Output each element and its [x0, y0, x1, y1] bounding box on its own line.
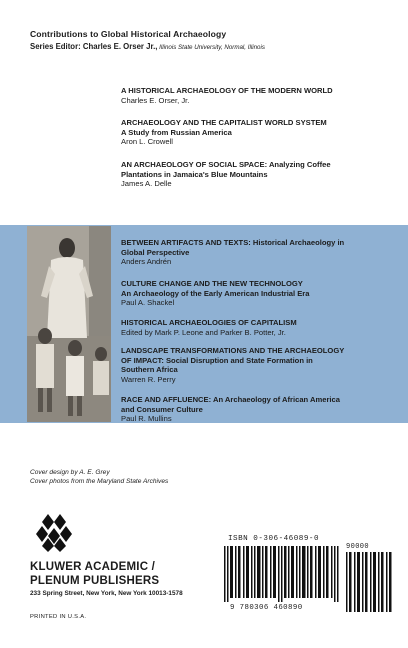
barcode-number: 9 780306 460890	[230, 604, 303, 612]
book-title: HISTORICAL ARCHAEOLOGIES OF CAPITALISM	[121, 318, 297, 327]
book-entry-8	[121, 395, 371, 424]
isbn-label: ISBN 0-306-46089-0	[228, 535, 320, 543]
book-entry-1	[121, 86, 371, 106]
barcode-addon	[346, 552, 392, 612]
series-title: Contributions to Global Historical Archaeology	[30, 29, 227, 39]
cover-photo-figures	[27, 226, 111, 422]
book-entry-3	[121, 160, 371, 189]
book-author: Charles E. Orser, Jr.	[121, 95, 190, 105]
book-entry-7	[121, 346, 371, 385]
book-author: Paul R. Mullins	[121, 414, 172, 424]
book-title: AN ARCHAEOLOGY OF SOCIAL SPACE: Analyzing Coffee Plantations in Jamaica's Blue Mountains	[121, 160, 331, 179]
book-title: A HISTORICAL ARCHAEOLOGY OF THE MODERN WORLD	[121, 86, 333, 95]
kluwer-logo-icon	[34, 512, 74, 552]
cover-credits	[30, 468, 168, 486]
series-editor-name: Series Editor: Charles E. Orser Jr.,	[30, 42, 158, 51]
book-entry-5	[121, 279, 371, 308]
publisher-name-line1: KLUWER ACADEMIC /	[30, 561, 155, 573]
series-editor	[30, 42, 265, 51]
book-title: CULTURE CHANGE AND THE NEW TECHNOLOGY An Archaeology of the Early American Industrial Era	[121, 279, 310, 298]
cover-photo	[27, 226, 111, 422]
publisher-name-line2: PLENUM PUBLISHERS	[30, 574, 160, 587]
book-title: LANDSCAPE TRANSFORMATIONS AND THE ARCHAEOLOGY OF IMPACT: Social Disruption and State Formation in Southern Africa	[121, 346, 345, 375]
kluwer-logo-icon-graphic	[34, 512, 74, 552]
book-author: James A. Delle	[121, 179, 172, 189]
book-entry-4	[121, 238, 371, 267]
book-author: Anders Andrén	[121, 257, 172, 267]
cover-design-credit: Cover design by A. E. Grey	[30, 469, 110, 476]
book-title: ARCHAEOLOGY AND THE CAPITALIST WORLD SYSTEM A Study from Russian America	[121, 118, 327, 137]
isbn-barcode	[224, 546, 342, 602]
book-title: BETWEEN ARTIFACTS AND TEXTS: Historical Archaeology in Global Perspective	[121, 238, 345, 257]
printed-in: PRINTED IN U.S.A.	[30, 614, 87, 620]
book-title: RACE AND AFFLUENCE: An Archaeology of African America and Consumer Culture	[121, 395, 340, 414]
book-author: Edited by Mark P. Leone and Parker B. Potter, Jr.	[121, 327, 286, 337]
cover-photo-credit: Cover photos from the Maryland State Archives	[30, 478, 169, 485]
book-author: Paul A. Shackel	[121, 298, 175, 308]
publisher-address: 233 Spring Street, New York, New York 10013-1578	[30, 590, 183, 597]
book-entry-2	[121, 118, 371, 147]
barcode-addon-number: 90000	[346, 543, 370, 551]
series-editor-affiliation: Illinois State University, Normal, Illinois	[157, 44, 265, 51]
publisher-name	[30, 561, 159, 588]
book-author: Aron L. Crowell	[121, 137, 173, 147]
book-entry-6	[121, 318, 371, 338]
book-author: Warren R. Perry	[121, 374, 176, 384]
